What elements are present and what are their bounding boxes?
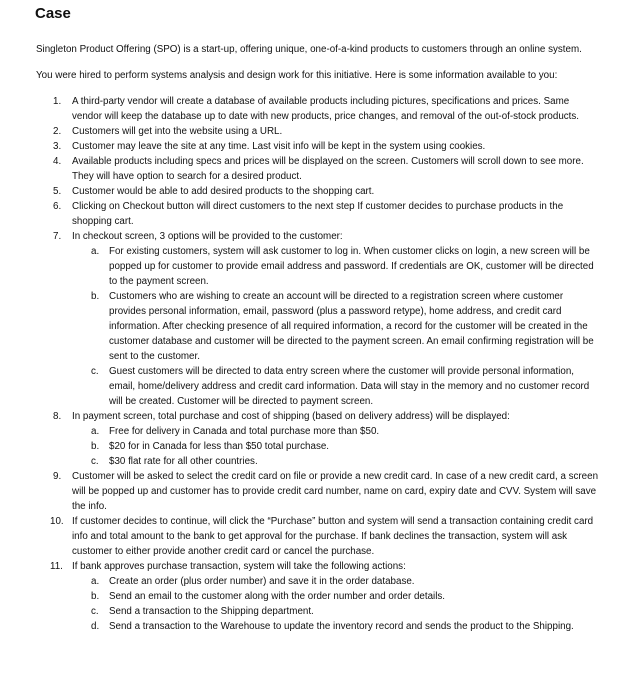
list-item: [36, 409, 601, 469]
list-item: [36, 139, 601, 154]
sub-list-item: [72, 619, 601, 634]
sub-item-label: d.: [91, 621, 100, 632]
item-number: 6.: [53, 201, 62, 212]
item-number: 1.: [53, 96, 62, 107]
list-item: [36, 469, 601, 514]
item-number: 4.: [53, 156, 62, 167]
sub-list-item: [72, 364, 601, 409]
sub-list-item: [72, 604, 601, 619]
item-number: 7.: [53, 231, 62, 242]
sub-item-label: c.: [91, 456, 99, 467]
item-text: A third-party vendor will create a database of available products including pictures, specifications and prices. Same vendor will keep the database up to date with new products, price changes, and removal of the out-of-stock products.: [72, 96, 580, 122]
list-item: [36, 559, 601, 634]
sub-item-text: $30 flat rate for all other countries.: [109, 456, 258, 467]
sub-list-item: [72, 454, 601, 469]
item-number: 2.: [53, 126, 62, 137]
sub-item-text: For existing customers, system will ask customer to log in. When customer clicks on login, a new screen will be popped up for customer to provide email address and password. If credentials are OK, customer will be directed to the payment screen.: [109, 246, 594, 287]
approval-actions-list: [72, 574, 601, 634]
item-number: 8.: [53, 411, 62, 422]
item-text: Available products including specs and prices will be displayed on the screen. Customers will scroll down to see more. They will have option to search for a desired product.: [72, 156, 584, 182]
item-number: 10.: [50, 516, 64, 527]
item-text: Customer will be asked to select the credit card on file or provide a new credit card. In case of a new credit card, a screen will be popped up and customer has to provide credit card number, name on card, expiry date and CVV. System will save the info.: [72, 471, 599, 512]
item-text: Clicking on Checkout button will direct customers to the next step If customer decides to purchase products in the shopping cart.: [72, 201, 564, 227]
item-number: 11.: [50, 561, 63, 572]
sub-item-label: c.: [91, 606, 99, 617]
sub-item-text: Create an order (plus order number) and save it in the order database.: [109, 576, 415, 587]
shipping-cost-list: [72, 424, 601, 469]
sub-item-label: c.: [91, 366, 99, 377]
sub-list-item: [72, 589, 601, 604]
sub-item-label: a.: [91, 576, 100, 587]
item-text: If customer decides to continue, will click the “Purchase” button and system will send a transaction containing credit card info and total amount to the bank to get approval for the purchase. If bank declines the transaction, system will ask customer to either provide another credit card or cancel the purchase.: [72, 516, 594, 557]
item-text: In payment screen, total purchase and cost of shipping (based on delivery address) will be displayed:: [72, 411, 510, 422]
item-text: If bank approves purchase transaction, system will take the following actions:: [72, 561, 406, 572]
list-item: [36, 124, 601, 139]
list-item: [36, 154, 601, 184]
sub-item-label: a.: [91, 246, 100, 257]
item-number: 3.: [53, 141, 62, 152]
item-number: 9.: [53, 471, 62, 482]
sub-item-text: Send a transaction to the Shipping department.: [109, 606, 314, 617]
checkout-options-list: [72, 244, 601, 409]
sub-item-label: a.: [91, 426, 100, 437]
item-text: Customer would be able to add desired products to the shopping cart.: [72, 186, 375, 197]
sub-item-text: Guest customers will be directed to data entry screen where the customer will provide personal information, email, home/delivery address and credit card information. Data will stay in the memory and no customer record will be created. Customer will be directed to payment screen.: [109, 366, 590, 407]
requirements-list: [36, 94, 601, 634]
sub-item-text: Customers who are wishing to create an account will be directed to a registration screen where customer provides personal information, email, password (plus a password retype), home address, and credit card information. After checking presence of all required information, a record for the customer will be created in the customer database and customer will be directed to the payment screen. An email confirming registration will be sent to the customer.: [109, 291, 594, 362]
sub-item-label: b.: [91, 441, 100, 452]
item-number: 5.: [53, 186, 62, 197]
list-item: [36, 514, 601, 559]
sub-list-item: [72, 289, 601, 364]
sub-item-text: Send an email to the customer along with the order number and order details.: [109, 591, 446, 602]
sub-list-item: [72, 424, 601, 439]
sub-item-text: $20 for in Canada for less than $50 total purchase.: [109, 441, 330, 452]
item-text: In checkout screen, 3 options will be provided to the customer:: [72, 231, 343, 242]
sub-list-item: [72, 439, 601, 454]
list-item: [36, 199, 601, 229]
sub-list-item: [72, 574, 601, 589]
sub-list-item: [72, 244, 601, 289]
sub-item-text: Free for delivery in Canada and total purchase more than $50.: [109, 426, 380, 437]
item-text: Customer may leave the site at any time. Last visit info will be kept in the system using cookies.: [72, 141, 486, 152]
context-paragraph: You were hired to perform systems analysis and design work for this initiative. Here is some information available to you:: [36, 70, 558, 81]
sub-item-label: b.: [91, 291, 100, 302]
item-text: Customers will get into the website using a URL.: [72, 126, 283, 137]
intro-paragraph: Singleton Product Offering (SPO) is a start-up, offering unique, one-of-a-kind products to customers through an online system.: [36, 44, 582, 55]
list-item: [36, 94, 601, 124]
list-item: [36, 184, 601, 199]
document-title: Case: [35, 5, 71, 22]
list-item: [36, 229, 601, 409]
sub-item-text: Send a transaction to the Warehouse to update the inventory record and sends the product to the Shipping.: [109, 621, 574, 632]
sub-item-label: b.: [91, 591, 100, 602]
